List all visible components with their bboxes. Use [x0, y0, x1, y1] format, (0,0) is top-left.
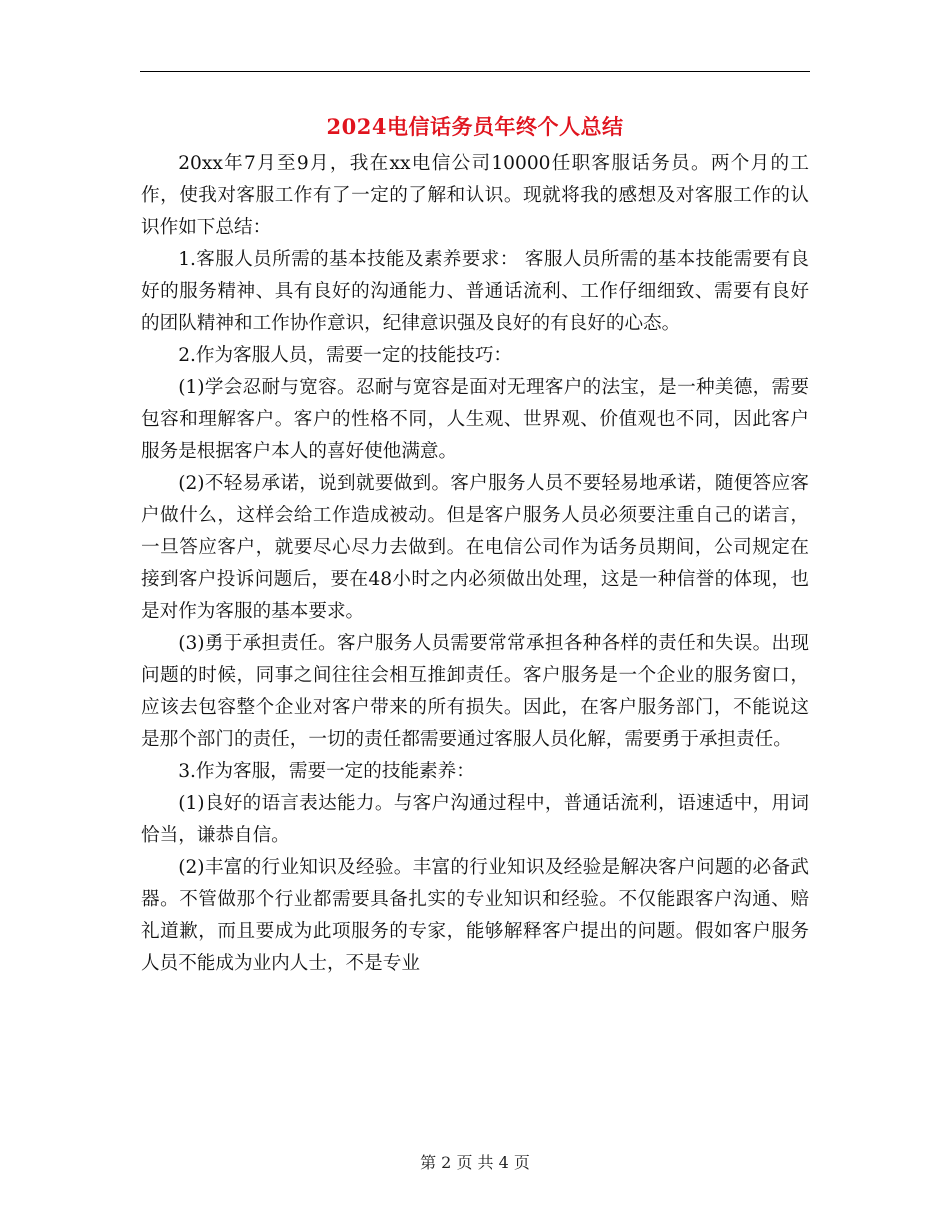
page-number-footer: 第 2 页 共 4 页 [420, 1153, 530, 1172]
paragraph-section-3-item-2: (2)丰富的行业知识及经验。丰富的行业知识及经验是解决客户问题的必备武器。不管做那个行业都需要具备扎实的专业知识和经验。不仅能跟客户沟通、赔礼道歉，而且要成为此项服务的专家，能够解释客户提出的问题。假如客户服务人员不能成为业内人士，不是专业 [141, 857, 809, 974]
document-body [141, 148, 809, 980]
paragraph-section-2-item-3: (3)勇于承担责任。客户服务人员需要常常承担各种各样的责任和失误。出现问题的时候，同事之间往往会相互推卸责任。客户服务是一个企业的服务窗口，应该去包容整个企业对客户带来的所有损失。因此，在客户服务部门，不能说这是那个部门的责任，一切的责任都需要通过客服人员化解，需要勇于承担责任。 [141, 633, 809, 750]
header-rule [140, 71, 810, 72]
paragraph-section-2-heading: 2.作为客服人员，需要一定的技能技巧： [178, 345, 513, 366]
paragraph-section-2-item-1: (1)学会忍耐与宽容。忍耐与宽容是面对无理客户的法宝，是一种美德，需要包容和理解客户。客户的性格不同，人生观、世界观、价值观也不同，因此客户服务是根据客户本人的喜好使他满意。 [141, 377, 809, 462]
paragraph-section-3-heading: 3.作为客服，需要一定的技能素养： [178, 761, 475, 782]
paragraph-intro: 20xx年7月至9月，我在xx电信公司10000任职客服话务员。两个月的工作，使我对客服工作有了一定的了解和认识。现就将我的感想及对客服工作的认识作如下总结： [141, 153, 809, 238]
document-title: 2024电信话务员年终个人总结 [326, 114, 624, 139]
paragraph-section-3-item-1: (1)良好的语言表达能力。与客户沟通过程中，普通话流利，语速适中，用词恰当，谦恭自信。 [141, 793, 809, 846]
paragraph-section-2-item-2: (2)不轻易承诺，说到就要做到。客户服务人员不要轻易地承诺，随便答应客户做什么，这样会给工作造成被动。但是客户服务人员必须要注重自己的诺言，一旦答应客户，就要尽心尽力去做到。在电信公司作为话务员期间，公司规定在接到客户投诉问题后，要在48小时之内必须做出处理，这是一种信誉的体现，也是对作为客服的基本要求。 [141, 473, 809, 622]
paragraph-section-1: 1.客服人员所需的基本技能及素养要求： 客服人员所需的基本技能需要有良好的服务精神、具有良好的沟通能力、普通话流利、工作仔细细致、需要有良好的团队精神和工作协作意识，纪律意识强及良好的有良好的心态。 [141, 249, 809, 334]
